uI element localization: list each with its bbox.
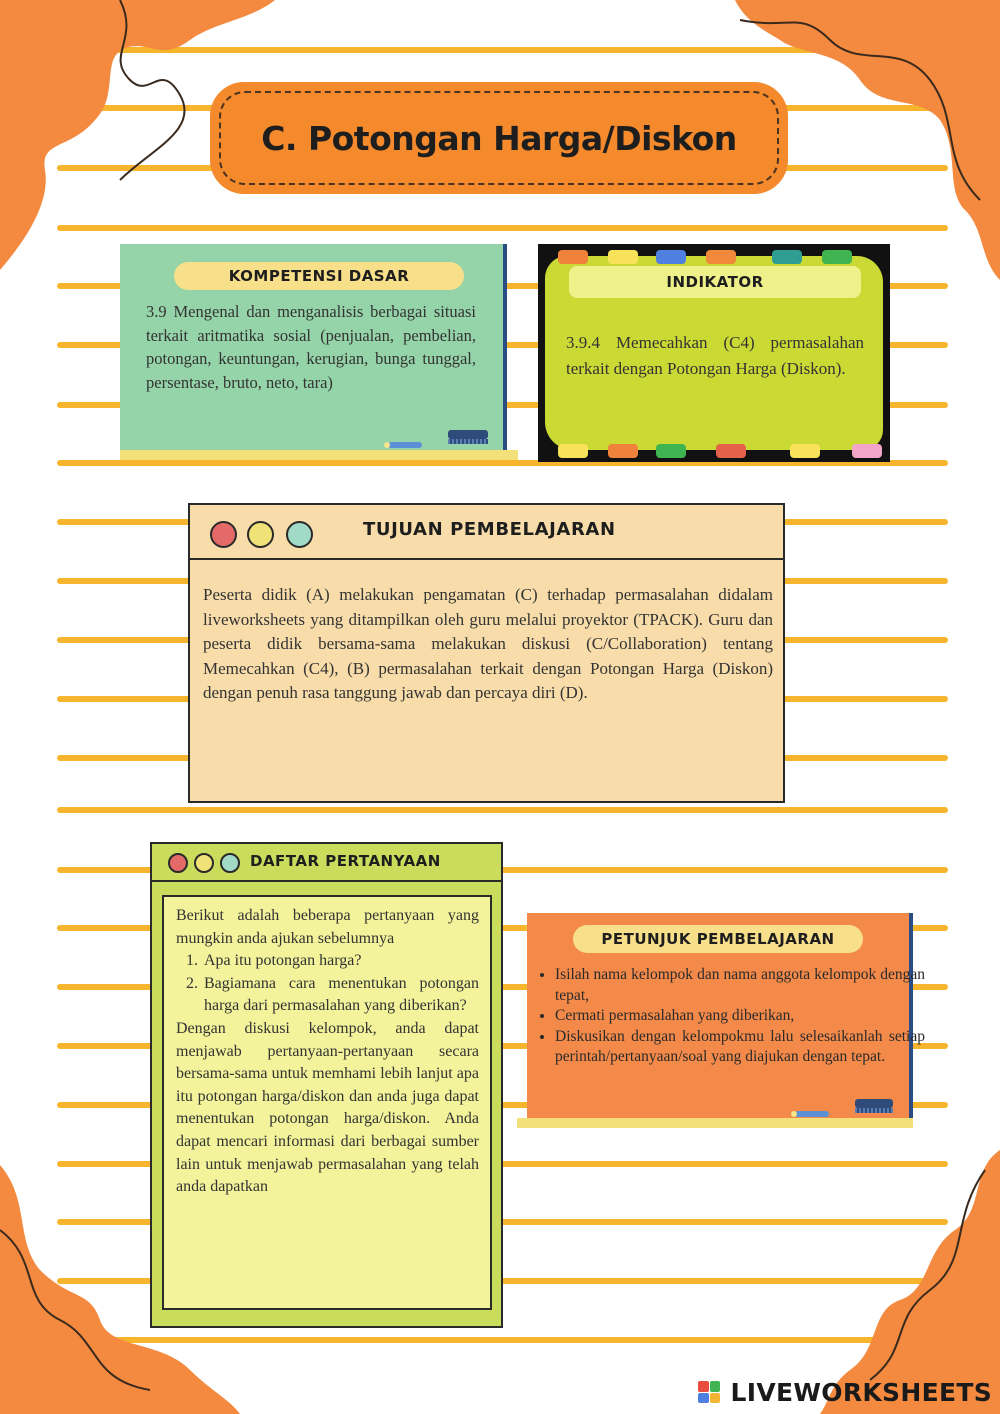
title-banner (210, 82, 788, 194)
yellow-dot-icon (247, 521, 274, 548)
kompetensi-dasar-card (120, 244, 507, 460)
tab-marker (706, 250, 736, 264)
liveworksheets-logo-icon (698, 1381, 720, 1403)
eraser-icon (855, 1099, 893, 1108)
board-ledge (120, 450, 518, 460)
chalk-icon (795, 1111, 829, 1117)
window-titlebar (190, 505, 783, 560)
question-list (202, 950, 479, 1018)
tab-marker (656, 250, 686, 264)
daftar-content (162, 895, 492, 1310)
page-title: C. Potongan Harga/Diskon (261, 118, 737, 158)
list-item: 1. Apa itu potongan harga? (202, 950, 479, 973)
daftar-closing: Dengan diskusi kelompok, anda dapat menjawab pertanyaan-pertanyaan secara bersama-sama untuk memhami lebih lanjut apa itu potongan harga/diskon dan anda juga dapat menentukan potongan harga/diskon. Anda dapat mencari informasi dari berbagai sumber lain untuk menjawab permasalahan yang telah anda dapatkan (176, 1019, 479, 1196)
kompetensi-dasar-text: 3.9 Mengenal dan menganalisis berbagai situasi terkait aritmatika sosial (penjualan, pembelian, potongan, keuntungan, kerugian, bunga tunggal, persentase, bruto, neto, tara) (146, 302, 476, 392)
tab-marker (772, 250, 802, 264)
list-item: 2. Bagiamana cara menentukan potongan harga dari permasalahan yang diberikan? (202, 973, 479, 1018)
petunjuk-list (555, 965, 925, 1068)
window-titlebar (152, 844, 501, 882)
tujuan-heading: TUJUAN PEMBELAJARAN (363, 519, 616, 540)
indikator-heading: INDIKATOR (569, 266, 861, 298)
indikator-card (545, 256, 883, 450)
red-dot-icon (168, 853, 188, 873)
tujuan-pembelajaran-window (188, 503, 785, 803)
tab-marker (608, 444, 638, 458)
tujuan-text: Peserta didik (A) melakukan pengamatan (C) terhadap permasalahan didalam liveworksheets yang ditampilkan oleh guru melalui proyektor (TPACK). Guru dan peserta didik bersama-sama melakukan diskusi (C/Collaboration) tentang Memecahkan (C4), (B) permasalahan terkait dengan Potongan Harga (Diskon) dengan penuh rasa tanggung jawab dan percaya diri (D). (203, 585, 773, 703)
tab-marker (656, 444, 686, 458)
teal-dot-icon (286, 521, 313, 548)
watermark-text: LIVEWORKSHEETS (730, 1378, 992, 1407)
teal-dot-icon (220, 853, 240, 873)
tab-marker (822, 250, 852, 264)
daftar-pertanyaan-window (150, 842, 503, 1328)
red-dot-icon (210, 521, 237, 548)
daftar-heading: DAFTAR PERTANYAAN (250, 852, 441, 870)
daftar-intro: Berikut adalah beberapa pertanyaan yang mungkin anda ajukan sebelumnya (176, 907, 479, 947)
list-item: • Diskusikan dengan kelompokmu lalu selesaikanlah setiap perintah/pertanyaan/soal yang diajukan dengan tepat. (555, 1027, 925, 1068)
tab-marker (716, 444, 746, 458)
chalk-icon (388, 442, 422, 448)
tab-marker (608, 250, 638, 264)
list-item: • Isilah nama kelompok dan nama anggota kelompok dengan tepat, (555, 965, 925, 1006)
eraser-icon (448, 430, 488, 439)
petunjuk-pembelajaran-card (527, 913, 925, 1129)
tab-marker (852, 444, 882, 458)
list-item: • Cermati permasalahan yang diberikan, (555, 1006, 925, 1027)
tab-marker (558, 444, 588, 458)
tab-marker (790, 444, 820, 458)
board-ledge (517, 1118, 913, 1128)
yellow-dot-icon (194, 853, 214, 873)
tab-marker (558, 250, 588, 264)
indikator-text: 3.9.4 Memecahkan (C4) permasalahan terkait dengan Potongan Harga (Diskon). (566, 333, 864, 378)
petunjuk-heading: PETUNJUK PEMBELAJARAN (573, 925, 863, 953)
kompetensi-dasar-heading: KOMPETENSI DASAR (174, 262, 464, 290)
